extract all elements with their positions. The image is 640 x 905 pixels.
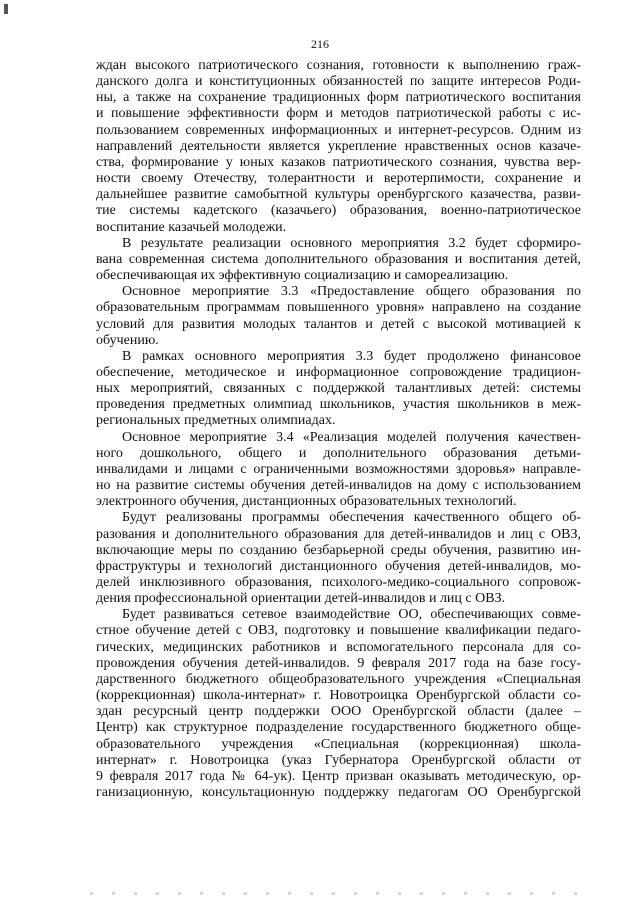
text-line: данского долга и конституционных обязанностей по защите интересов Роди- (96, 74, 581, 90)
text-line: делей инклюзивного образования, психолого-медико-социального сопровож- (96, 575, 581, 590)
text-line: В рамках основного мероприятия 3.3 будет продолжено финансовое (122, 348, 581, 364)
text-line: включающие меры по созданию безбарьерной среды обучения, развитию ин- (96, 542, 581, 558)
text-line: гических, медицинских работников и вспомогательного персонала для со- (96, 639, 581, 655)
text-line: дарственного бюджетного общеобразовательного учреждения «Специальная (96, 671, 581, 687)
text-line: дения профессиональной ориентации детей-инвалидов и лиц с ОВЗ. (96, 591, 506, 607)
text-line: но на развитие системы обучения детей-инвалидов на дому с использованием (96, 478, 581, 494)
text-line: условий для развития молодых талантов и детей с высокой мотивацией к (96, 316, 581, 332)
text-line: ганизационную, консультационную поддержку педагогам ОО Оренбургской (96, 785, 581, 801)
text-line: ны, а также на сохранение традиционных форм патриотического воспитания (96, 90, 581, 106)
text-line: стное обучение детей с ОВЗ, подготовку и повышение квалификации педаго- (96, 623, 581, 639)
text-line: проведения предметных олимпиад школьников, участия школьников в меж- (96, 397, 581, 413)
text-line: ности своему Отечеству, толерантности и веротерпимости, сохранение и (96, 171, 581, 187)
text-line: вана современная система дополнительного образования и воспитания детей, (96, 251, 581, 267)
text-line: (коррекционная) школа-интернат» г. Новотроицка Оренбургской области со- (96, 688, 581, 704)
text-line: инвалидами и лицами с ограниченными возможностями здоровья» направле- (96, 461, 581, 477)
text-line: интернат» г. Новотроицка (указ Губернатора Оренбургской области от (96, 752, 581, 768)
text-line: пользованием современных информационных и интернет-ресурсов. Одним из (96, 122, 581, 138)
text-line: дальнейшее развитие самобытной культуры оренбургского казачества, разви- (96, 187, 581, 203)
text-line: разования и дополнительного образования для детей-инвалидов и лиц с ОВЗ, (96, 526, 581, 542)
text-line: электронного обучения, дистанционных образовательных технологий. (96, 494, 517, 510)
text-line: направлений деятельности является укрепление нравственных основ казаче- (96, 138, 581, 154)
text-line: провождения обучения детей-инвалидов. 9 февраля 2017 года на базе госу- (96, 655, 581, 671)
page-number: 216 (311, 37, 329, 51)
text-line: ждан высокого патриотического сознания, готовности к выполнению граж- (96, 58, 581, 73)
text-line: региональных предметных олимпиадах. (96, 413, 336, 429)
text-line: Будет развиваться сетевое взаимодействие ОО, обеспечивающих совме- (122, 607, 581, 623)
text-line: воспитание казачьей молодежи. (96, 219, 287, 235)
text-line: Основное мероприятие 3.3 «Предоставление общего образования по (122, 284, 581, 300)
text-line: обеспечение, методическое и информационное сопровождение традицион- (96, 364, 581, 380)
text-line: обеспечивающая их эффективную социализацию и самореализацию. (96, 268, 509, 284)
text-line: здан ресурсный центр поддержки ООО Оренбургской области (далее – (96, 704, 581, 720)
text-line: 9 февраля 2017 года № 64-ук). Центр призван оказывать методическую, ор- (96, 768, 581, 784)
text-line: В результате реализации основного мероприятия 3.2 будет сформиро- (122, 235, 581, 251)
scan-artifact-strip (90, 892, 595, 895)
text-line: и повышение эффективности форм и методов патриотической работы с ис- (96, 106, 581, 122)
text-line: ного дошкольного, общего и дополнительного образования детьми- (96, 445, 581, 461)
text-line: Будут реализованы программы обеспечения качественного общего об- (122, 510, 581, 526)
text-line: обучению. (96, 332, 159, 348)
text-line: тие системы кадетского (казачьего) образования, военно-патриотическое (96, 203, 581, 219)
body-text (96, 58, 581, 801)
text-line: образовательным программам повышенного уровня» направлено на создание (96, 300, 581, 316)
text-line: фраструктуры и технологий дистанционного обучения детей-инвалидов, мо- (96, 558, 581, 574)
text-line: образовательного учреждения «Специальная (коррекционная) школа- (96, 736, 581, 752)
text-line: ных мероприятий, связанных с поддержкой талантливых детей: системы (96, 381, 581, 397)
text-line: Основное мероприятие 3.4 «Реализация моделей получения качествен- (122, 429, 581, 445)
text-line: Центр) как структурное подразделение государственного бюджетного обще- (96, 720, 581, 736)
scan-mark (4, 4, 8, 14)
text-line: ства, формирование у юных казаков патриотического сознания, чувства вер- (96, 154, 581, 170)
